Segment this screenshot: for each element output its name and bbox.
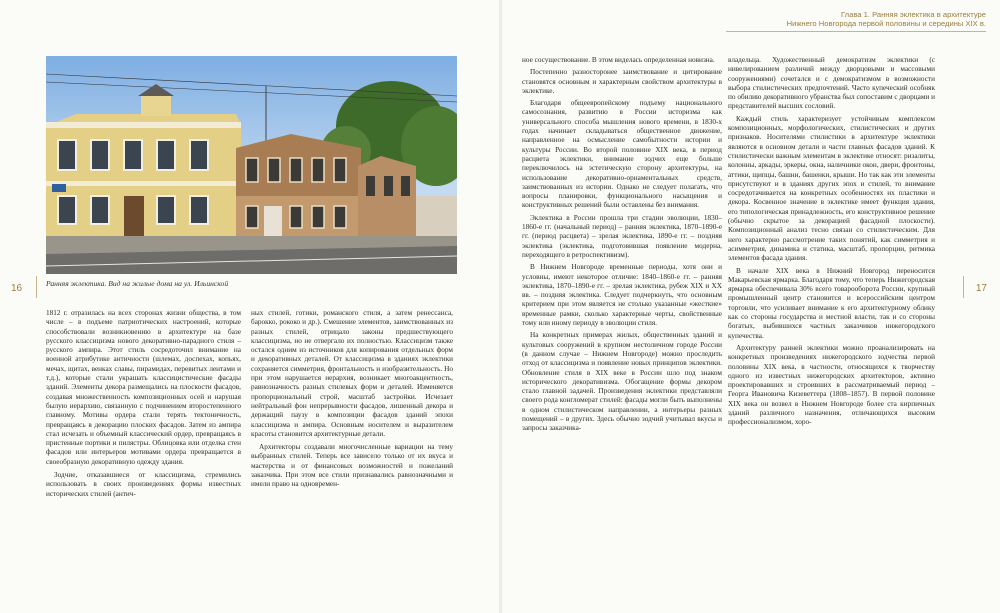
paragraph: Постепенно разносторонее заимствование и цитирование становятся основным и характерным свойством архитектуры в эклектике. [522,68,722,95]
paragraph: Благодаря общеевропейскому подъему национального самосознания, развитию в России историзма как универсального способа мышления нового времени, в 1830-х годах начинает складываться общественное движение, направленное на осмысление самобытности истории и культуры России. Во второй половине XIX века, в период расцвета эклектики, внимание зодчих еще больше переключилось на эстетическую сторону архитектуры, на использование декоративно-орнаментальных средств, заимствованных из истории. Однако не следует полагать, что вопросы планировки, функционального насыщения и конструктивных решений были оставлены без внимания. [522,99,722,210]
photo-houses-illustration [46,56,457,274]
right-edge-marker [963,276,964,298]
paragraph: 1812 г. отразилась на всех сторонах жизни общества, в том числе – в подъеме патриотических настроений, которые способствовали возникновению в архитектуре на базе русского классицизма нового декоративно-парадного стиля – русского ампира. Этот стиль сосредоточил внимание на военной атрибутике античности (шлемах, доспехах, копьях, мечах, щитах, венках славы, пирамидах, перевитых лентами и т.д.), которые стали украшать классицистические фасады зданий. Элементы декора размещались на плоскости фасадов, создавая множественность композиционных осей и нарушая былую иерархию, связанную с подчинением второстепенного главному. Мотивы ордера стали терять тектоничность, превращаясь в декорацию плоских фасадов. Затем из ампира стал исчезать и объемный классический ордер, превращаясь в пристенные портики и пилястры. Облицовка или отделка стен фасадов или интерьеров мотивами ордера превращается в своеобразную декоративную одежду здания. [46,309,241,466]
text-column-1 [46,309,241,503]
running-head-rule [726,31,986,32]
text-column-2 [251,309,453,494]
text-column-3 [522,56,722,437]
paragraph: В начале XIX века в Нижний Новгород переносится Макарьевская ярмарка. Благодаря тому, что теперь Нижегородская ярмарка обеспечивала 30% всего товарооборота России, крупный промышленный центр становится и всероссийским центром торговли, что усиливает внимание к его архитектурному облику как со стороны государства и местной власти, так и со стороны богатых, выбившихся частных заказчиков нижегородского купечества. [728,266,935,340]
text-column-4 [728,56,935,431]
paragraph: В Нижнем Новгороде временные периоды, хотя они и условны, имеют некоторое отличие: 1840–1860-е гг. – ранняя эклектика, 1870–1890-е гг. – зрелая эклектика, рубеж XIX и XX вв. – поздняя эклектика. Следует подчеркнуть, что основным критерием при этом является не столько указанные «жесткие» временные рамки, сколько характерные черты, свойственные тому или иному периоду в эволюции стиля. [522,263,722,328]
paragraph: На конкретных примерах жилых, общественных зданий и культовых сооружений в крупном нестоличном городе России (в данном случае – Нижнем Новгороде) можно проследить отход от классицизма и появление новых принципов эклектики. Обновление стиля в XIX веке в России шло под знаком исторического декоративизма. Обогащение формы декором стало главной задачей. Произведения эклектики представляли своего рода конгломерат стилей: фасады могли быть выполнены в одном стилистическом направлении, а интерьеры разных помещений – в других. Здесь обычно зодчий учитывал вкусы и запросы заказчика- [522,331,722,433]
page-number-right: 17 [975,283,987,294]
page-gutter [499,0,502,613]
street-photo [46,56,457,274]
running-head [666,10,986,32]
paragraph: Архитектуру ранней эклектики можно проанализировать на конкретных произведениях нижегородского зодчества первой половины XIX века, в частности, относящихся к творчеству одного из известных нижегородских архитекторов, активно проектировавших и строивших в рассматриваемый период – Георга Ивановича Кизеветтера (1808–1857). В первой половине XIX века он возвел в Нижнем Новгороде более ста кирпичных зданий различного назначения, отличающихся высоким профессионализмом, хоро- [728,343,935,427]
running-head-line2: Нижнего Новгорода первой половины и середины XIX в. [786,19,986,29]
paragraph: Архитекторы создавали многочисленные вариации на тему выбранных стилей. Теперь все зависело только от их вкуса и мастерства и от финансовых возможностей и пожеланий заказчика. При этом все стили признавались равнозначными и имели право на одновремен- [251,443,453,489]
paragraph: ных стилей, готики, романского стиля, а затем ренессанса, барокко, рококо и др.). Смешение элементов, заимствованных из разных стилей, отрицало законы предшествующего классицизма, но не отвергало их полностью. Классицизм также остался одним из источников для копирования отдельных форм и декоративных деталей. От классицизма в зданиях эклектики сохраняется симметрия, фронтальность и изобразительность. Но при этом нарушается иерархия, возникает многоакцентность, равнозначность разных стилевых форм и деталей. Изменяется пропорциональный строй, масштаб застройки. Исчезает нейтральный фон непрерывности фасадов, лишенный декора и держащий паузу в композиции фасадов зданий эпохи классицизма и ампира. Основным носителем и выразителем красоты становится архитектурные детали. [251,309,453,438]
paragraph: Каждый стиль характеризует устойчивым комплексом композиционных, морфологических, стилистических и других признаков. Носителями стилистики в архитектуре эклектики являются в основном детали и части главных фасадов зданий. К стилистически важным элементам в эклектике относят: ризалиты, колонны, аркады, эркеры, окна, наличники окон, двери, фронтоны, аттики, щипцы, башни, башенки, крыши. Но так как эти элементы присутствуют и в зданиях других эпох и стилей, то внимание сосредотачивается на конкретных особенностях их пластики и декора. Косвенное значение в эклектике имеет функция здания, его типологическая принадлежность, его конструктивное решение (обычно скрытое за декорацией фасадной плоскости). Композиционный анализ тесно связан со стилистическим. Для него характерно рассмотрение таких понятий, как симметрия и асимметрия, динамика и статика, масштаб, пропорции, ритмика элементов фасада здания. [728,114,935,263]
paragraph: Эклектика в России прошла три стадии эволюции, 1830–1860-е гг. (начальный период) – ранняя эклектика, 1870–1890-е гг. (период расцвета) – зрелая эклектика, 1890-е гг. – поздняя эклектика (эклектика, подготовившая появление модерна, переходящего в ретроспективизм). [522,213,722,259]
photo-caption: Ранняя эклектика. Вид на жилые дома на ул. Ильинской [46,279,229,288]
left-edge-marker [36,276,37,298]
paragraph: владельца. Художественный демократизм эклектики (с нивелированием различий между дворцовыми и массовыми сооружениями) сочетался и с демократизмом в возможности выбора стилистических предпочтений. Часто купеческий особняк по обилию декоративного убранства был сопоставим с дворцами и представителей высших сословий. [728,56,935,111]
running-head-line1: Глава 1. Ранняя эклектика в архитектуре [841,10,986,19]
page-number-left: 16 [11,283,23,294]
paragraph: ное сосуществование. В этом виделась определенная новизна. [522,56,715,64]
paragraph: Зодчие, отказавшиеся от классицизма, стремились использовать в своих произведениях формы известных исторических стилей (антич- [46,471,241,498]
